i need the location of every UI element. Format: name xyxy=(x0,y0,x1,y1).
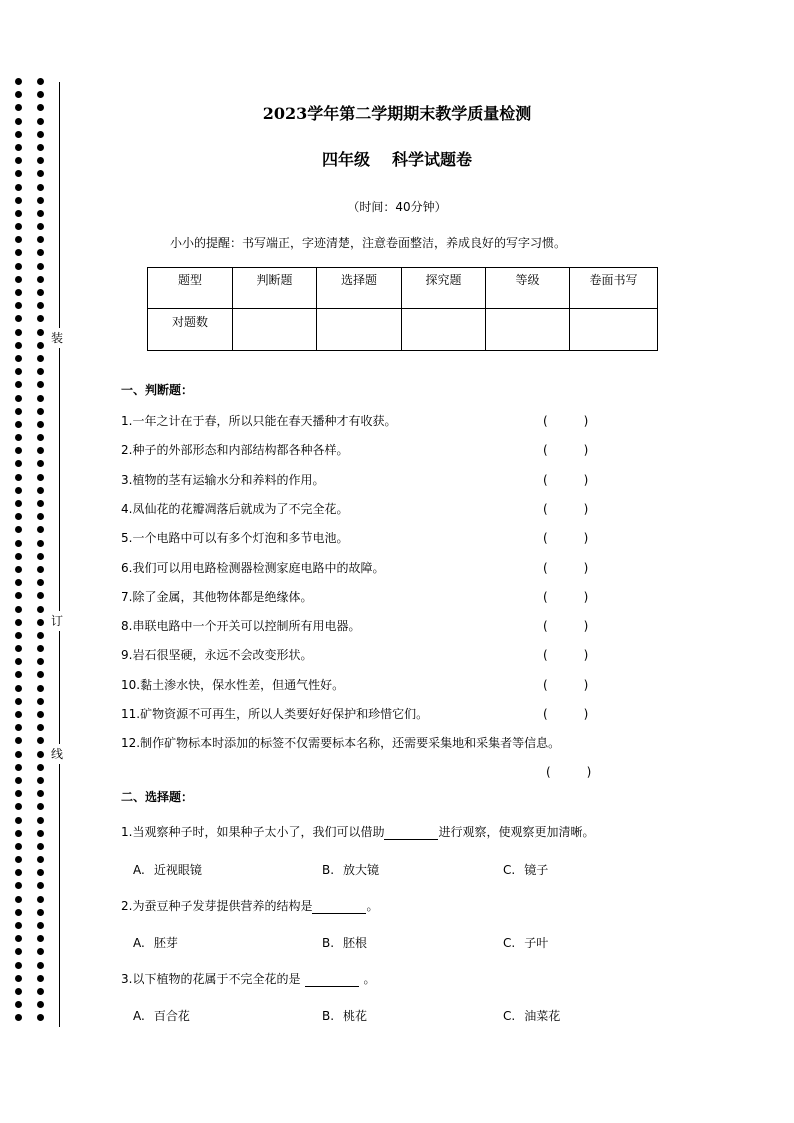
option-b[interactable] xyxy=(322,1007,367,1024)
binding-dot xyxy=(15,78,22,85)
binding-dot xyxy=(37,988,44,995)
score-table-count-row xyxy=(148,309,658,351)
binding-dot xyxy=(15,289,22,296)
binding-dot xyxy=(37,421,44,428)
question-text: 2.为蚕豆种子发芽提供营养的结构是 xyxy=(121,899,313,913)
true-false-item: 12.制作矿物标本时添加的标签不仅需要标本名称，还需要采集地和采集者等信息。 xyxy=(121,736,561,751)
binding-dot xyxy=(37,592,44,599)
binding-dot xyxy=(15,711,22,718)
binding-dots-right xyxy=(37,78,45,1028)
answer-blank[interactable] xyxy=(312,901,366,914)
option-key: C. xyxy=(503,1009,516,1023)
binding-dot xyxy=(15,737,22,744)
true-false-item: 7.除了金属，其他物体都是绝缘体。 xyxy=(121,589,313,604)
binding-dot xyxy=(37,711,44,718)
score-table xyxy=(147,267,658,351)
binding-dot xyxy=(15,751,22,758)
answer-blank[interactable] xyxy=(384,827,438,840)
true-false-item: 4.凤仙花的花瓣凋落后就成为了不完全花。 xyxy=(121,501,349,516)
option-c[interactable] xyxy=(503,1007,560,1024)
binding-dot xyxy=(15,500,22,507)
binding-dot xyxy=(15,764,22,771)
binding-dot xyxy=(15,276,22,283)
binding-dot xyxy=(37,447,44,454)
option-text: 油菜花 xyxy=(524,1009,561,1023)
binding-dot xyxy=(37,619,44,626)
true-false-item: 6.我们可以用电路检测器检测家庭电路中的故障。 xyxy=(121,560,385,575)
binding-dot xyxy=(37,606,44,613)
option-text: 镜子 xyxy=(524,863,549,877)
question-text: 进行观察，使观察更加清晰。 xyxy=(438,825,595,839)
score-cell[interactable] xyxy=(570,309,658,351)
binding-dot xyxy=(15,342,22,349)
answer-parentheses[interactable]: ( ) xyxy=(543,707,589,721)
binding-dot xyxy=(15,685,22,692)
binding-dot xyxy=(37,843,44,850)
choice-question-3 xyxy=(121,970,375,987)
binding-dot xyxy=(37,790,44,797)
true-false-item: 9.岩石很坚硬，永远不会改变形状。 xyxy=(121,648,313,663)
option-b[interactable] xyxy=(322,861,379,878)
binding-dot xyxy=(37,78,44,85)
binding-dot xyxy=(15,223,22,230)
binding-dot xyxy=(37,263,44,270)
binding-dot xyxy=(37,1001,44,1008)
binding-dot xyxy=(37,526,44,533)
true-false-item: 1.一年之计在于春，所以只能在春天播种才有收获。 xyxy=(121,414,397,428)
binding-dot xyxy=(37,355,44,362)
binding-dot xyxy=(37,487,44,494)
binding-dot xyxy=(37,896,44,903)
binding-char-ding: 订 xyxy=(49,611,65,631)
answer-parentheses[interactable]: ( ) xyxy=(543,589,589,604)
binding-dot xyxy=(37,830,44,837)
option-text: 百合花 xyxy=(153,1009,190,1023)
binding-dot xyxy=(15,131,22,138)
binding-dot xyxy=(37,737,44,744)
binding-dot xyxy=(15,381,22,388)
binding-dot xyxy=(37,434,44,441)
answer-parentheses[interactable]: ( ) xyxy=(543,472,589,487)
binding-dots-left xyxy=(15,78,23,1028)
binding-dot xyxy=(37,777,44,784)
binding-dot xyxy=(15,408,22,415)
answer-parentheses[interactable]: ( ) xyxy=(543,443,589,458)
binding-dot xyxy=(37,658,44,665)
binding-dot xyxy=(15,843,22,850)
binding-dot xyxy=(15,830,22,837)
binding-dot xyxy=(15,645,22,652)
binding-dot xyxy=(37,698,44,705)
binding-dot xyxy=(15,460,22,467)
binding-dot xyxy=(37,289,44,296)
binding-dot xyxy=(15,91,22,98)
binding-dot xyxy=(15,606,22,613)
binding-dot xyxy=(15,526,22,533)
binding-dot xyxy=(37,500,44,507)
binding-dot xyxy=(37,329,44,336)
binding-dot xyxy=(15,1014,22,1021)
binding-dot xyxy=(15,817,22,824)
option-key: A. xyxy=(133,936,145,950)
binding-dot xyxy=(15,302,22,309)
option-key: B. xyxy=(322,1009,335,1023)
score-header-cell: 探究题 xyxy=(402,268,486,309)
binding-dot xyxy=(15,487,22,494)
exam-subtitle xyxy=(0,147,794,170)
binding-dot xyxy=(15,184,22,191)
score-table-header-row xyxy=(148,268,658,309)
binding-dot xyxy=(15,447,22,454)
binding-dot xyxy=(37,395,44,402)
question-text: 3.以下植物的花属于不完全花的是 xyxy=(121,972,301,986)
binding-dot xyxy=(37,315,44,322)
binding-dot xyxy=(37,803,44,810)
binding-dot xyxy=(37,408,44,415)
score-cell[interactable] xyxy=(317,309,402,351)
option-key: B. xyxy=(322,863,335,877)
binding-dot xyxy=(15,355,22,362)
binding-dot xyxy=(37,91,44,98)
binding-dot xyxy=(15,421,22,428)
option-a[interactable] xyxy=(133,1007,190,1024)
binding-dot xyxy=(37,342,44,349)
binding-dot xyxy=(37,962,44,969)
binding-dot xyxy=(15,988,22,995)
binding-dot xyxy=(37,671,44,678)
score-header-cell: 卷面书写 xyxy=(570,268,658,309)
binding-dot xyxy=(37,513,44,520)
score-header-cell: 判断题 xyxy=(233,268,317,309)
binding-dot xyxy=(15,329,22,336)
binding-dot xyxy=(37,566,44,573)
binding-dot xyxy=(15,566,22,573)
binding-dot xyxy=(15,962,22,969)
option-a[interactable] xyxy=(133,934,178,951)
binding-dot xyxy=(37,302,44,309)
subject-label: 科学试题卷 xyxy=(392,150,473,169)
answer-parentheses[interactable]: ( ) xyxy=(543,648,589,663)
grade-label: 四年级 xyxy=(321,150,370,169)
question-text: 。 xyxy=(363,972,376,986)
binding-dot xyxy=(15,170,22,177)
binding-dot xyxy=(15,790,22,797)
binding-dot xyxy=(37,764,44,771)
binding-dot xyxy=(15,513,22,520)
score-header-cell: 题型 xyxy=(148,268,233,309)
binding-dot xyxy=(37,368,44,375)
binding-dot xyxy=(15,856,22,863)
binding-dot xyxy=(37,1014,44,1021)
score-header-cell: 选择题 xyxy=(317,268,402,309)
section-true-false-title: 一、判断题： xyxy=(121,383,194,397)
binding-dot xyxy=(37,381,44,388)
binding-dot xyxy=(37,579,44,586)
binding-dot xyxy=(15,671,22,678)
score-row-label: 对题数 xyxy=(148,309,233,351)
binding-dot xyxy=(37,460,44,467)
binding-dot xyxy=(37,869,44,876)
option-text: 胚根 xyxy=(343,936,368,950)
binding-dot xyxy=(37,553,44,560)
reminder-text: 小小的提醒：书写端正，字迹清楚，注意卷面整洁，养成良好的写字习惯。 xyxy=(170,236,567,250)
choice-question-1 xyxy=(121,823,594,840)
binding-dot xyxy=(37,474,44,481)
answer-parentheses[interactable]: ( ) xyxy=(543,560,589,575)
true-false-item: 10.黏土渗水快，保水性差，但通气性好。 xyxy=(121,677,345,692)
score-cell[interactable] xyxy=(402,309,486,351)
binding-dot xyxy=(15,632,22,639)
binding-dot xyxy=(15,434,22,441)
option-key: A. xyxy=(133,863,145,877)
question-text: 1.当观察种子时，如果种子太小了，我们可以借助 xyxy=(121,825,385,839)
choice-question-2 xyxy=(121,897,378,914)
binding-dot xyxy=(37,856,44,863)
binding-dot xyxy=(37,223,44,230)
binding-dot xyxy=(15,249,22,256)
binding-dot xyxy=(15,1001,22,1008)
binding-dot xyxy=(15,540,22,547)
binding-dot xyxy=(37,909,44,916)
binding-dot xyxy=(37,236,44,243)
binding-dot xyxy=(15,909,22,916)
binding-dot xyxy=(37,935,44,942)
true-false-item: 5.一个电路中可以有多个灯泡和多节电池。 xyxy=(121,531,349,546)
answer-parentheses[interactable]: ( ) xyxy=(546,765,592,780)
true-false-item: 11.矿物资源不可再生，所以人类要好好保护和珍惜它们。 xyxy=(121,707,429,721)
answer-parentheses[interactable]: ( ) xyxy=(543,677,589,692)
binding-dot xyxy=(37,131,44,138)
section-choice-title: 二、选择题： xyxy=(121,790,194,804)
option-b[interactable] xyxy=(322,934,367,951)
binding-dot xyxy=(37,184,44,191)
option-text: 胚芽 xyxy=(153,936,178,950)
true-false-item: 2.种子的外部形态和内部结构都各种各样。 xyxy=(121,443,349,458)
binding-dot xyxy=(37,882,44,889)
option-key: B. xyxy=(322,936,335,950)
binding-dot xyxy=(15,777,22,784)
binding-dot xyxy=(15,724,22,731)
exam-title: 2023学年第二学期期末教学质量检测 xyxy=(262,104,532,123)
binding-dot xyxy=(15,948,22,955)
score-header-cell: 等级 xyxy=(486,268,570,309)
binding-dot xyxy=(37,975,44,982)
binding-dot xyxy=(15,592,22,599)
binding-dot xyxy=(15,698,22,705)
true-false-item: 8.串联电路中一个开关可以控制所有用电器。 xyxy=(121,619,361,634)
binding-dot xyxy=(15,368,22,375)
binding-dot xyxy=(15,975,22,982)
option-key: C. xyxy=(503,863,516,877)
binding-dot xyxy=(15,922,22,929)
binding-dot xyxy=(15,236,22,243)
binding-char-zhuang: 装 xyxy=(49,328,65,348)
option-text: 放大镜 xyxy=(343,863,380,877)
option-text: 子叶 xyxy=(524,936,549,950)
binding-dot xyxy=(37,170,44,177)
binding-dot xyxy=(37,817,44,824)
answer-parentheses[interactable]: ( ) xyxy=(543,619,589,634)
binding-dot xyxy=(37,276,44,283)
option-key: C. xyxy=(503,936,516,950)
binding-dot xyxy=(15,619,22,626)
option-c[interactable] xyxy=(503,861,548,878)
binding-dot xyxy=(15,896,22,903)
answer-blank[interactable] xyxy=(305,974,359,987)
option-c[interactable] xyxy=(503,934,548,951)
answer-parentheses[interactable]: ( ) xyxy=(543,501,589,516)
binding-dot xyxy=(37,685,44,692)
answer-parentheses[interactable]: ( ) xyxy=(543,414,589,428)
binding-dot xyxy=(37,751,44,758)
option-text: 近视眼镜 xyxy=(153,863,202,877)
binding-dot xyxy=(15,658,22,665)
binding-dot xyxy=(37,724,44,731)
score-cell[interactable] xyxy=(233,309,317,351)
answer-parentheses[interactable]: ( ) xyxy=(543,531,589,546)
binding-line xyxy=(59,82,60,1027)
binding-dot xyxy=(15,803,22,810)
binding-dot xyxy=(15,315,22,322)
binding-dot xyxy=(37,632,44,639)
binding-dot xyxy=(15,395,22,402)
binding-dot xyxy=(15,553,22,560)
true-false-item: 3.植物的茎有运输水分和养料的作用。 xyxy=(121,472,325,487)
option-text: 桃花 xyxy=(343,1009,368,1023)
binding-dot xyxy=(15,579,22,586)
binding-dot xyxy=(15,935,22,942)
binding-dot xyxy=(37,540,44,547)
binding-dot xyxy=(15,263,22,270)
binding-dot xyxy=(37,948,44,955)
option-a[interactable] xyxy=(133,861,202,878)
binding-dot xyxy=(37,922,44,929)
binding-dot xyxy=(37,249,44,256)
time-limit: （时间：40分钟） xyxy=(347,200,447,214)
option-key: A. xyxy=(133,1009,145,1023)
binding-dot xyxy=(15,869,22,876)
binding-dot xyxy=(15,882,22,889)
binding-dot xyxy=(37,645,44,652)
binding-dot xyxy=(15,474,22,481)
binding-char-xian: 线 xyxy=(49,744,65,764)
question-text: 。 xyxy=(366,899,379,913)
score-cell[interactable] xyxy=(486,309,570,351)
